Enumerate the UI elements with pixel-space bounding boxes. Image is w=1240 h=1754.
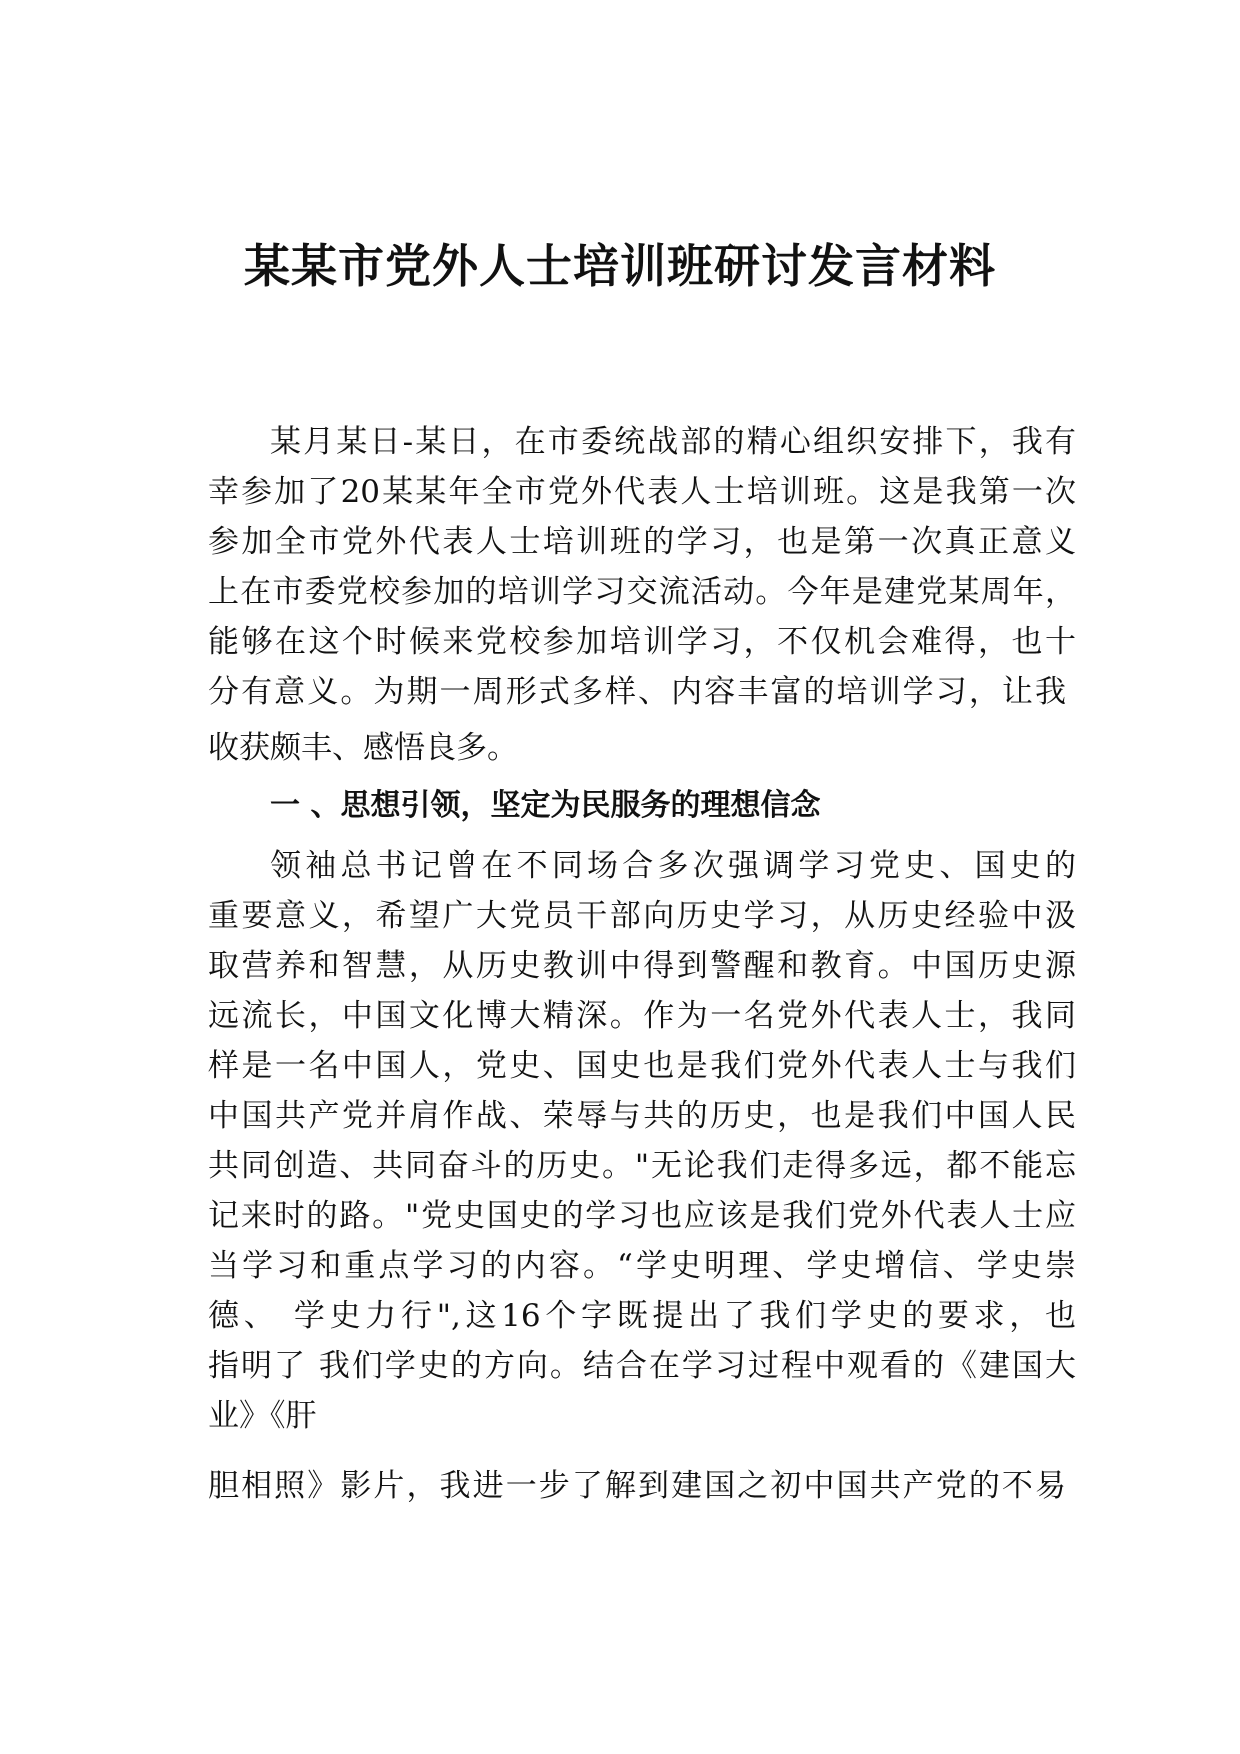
section-heading: 一 、思想引领，坚定为民服务的理想信念 <box>270 788 821 823</box>
paragraph-line: 幸参加了20某某年全市党外代表人士培训班。这是我第一次 <box>208 474 1076 510</box>
paragraph-line: 当学习和重点学习的内容。“学史明理、学史增信、学史崇 <box>208 1248 1076 1284</box>
paragraph-line: 记来时的路。"党史国史的学习也应该是我们党外代表人士应 <box>208 1198 1076 1234</box>
paragraph-line: 德、 学史力行",这16个字既提出了我们学史的要求，也 <box>208 1298 1076 1334</box>
paragraph-line: 共同创造、共同奋斗的历史。"无论我们走得多远，都不能忘 <box>208 1148 1076 1184</box>
paragraph-line: 上在市委党校参加的培训学习交流活动。今年是建党某周年， <box>208 574 1076 610</box>
paragraph-line: 收获颇丰、感悟良多。 <box>208 730 518 766</box>
paragraph-line: 重要意义，希望广大党员干部向历史学习，从历史经验中汲 <box>208 898 1076 934</box>
paragraph-line: 分有意义。为期一周形式多样、内容丰富的培训学习，让我 <box>208 674 1066 710</box>
paragraph-line: 样是一名中国人，党史、国史也是我们党外代表人士与我们 <box>208 1048 1076 1084</box>
paragraph-line: 领袖总书记曾在不同场合多次强调学习党史、国史的 <box>270 848 1076 884</box>
paragraph-line: 取营养和智慧，从历史教训中得到警醒和教育。中国历史源 <box>208 948 1076 984</box>
paragraph-line: 某月某日-某日，在市委统战部的精心组织安排下，我有 <box>270 424 1076 460</box>
paragraph-line: 指明了 我们学史的方向。结合在学习过程中观看的《建国大 <box>208 1348 1076 1384</box>
document-title: 某某市党外人士培训班研讨发言材料 <box>244 239 996 293</box>
paragraph-line: 业》《肝 <box>208 1398 317 1434</box>
paragraph-line: 中国共产党并肩作战、荣辱与共的历史，也是我们中国人民 <box>208 1098 1076 1134</box>
paragraph-line: 胆相照》影片，我进一步了解到建国之初中国共产党的不易 <box>208 1468 1066 1504</box>
paragraph-line: 远流长，中国文化博大精深。作为一名党外代表人士，我同 <box>208 998 1076 1034</box>
paragraph-line: 参加全市党外代表人士培训班的学习，也是第一次真正意义 <box>208 524 1076 560</box>
paragraph-line: 能够在这个时候来党校参加培训学习，不仅机会难得，也十 <box>208 624 1076 660</box>
